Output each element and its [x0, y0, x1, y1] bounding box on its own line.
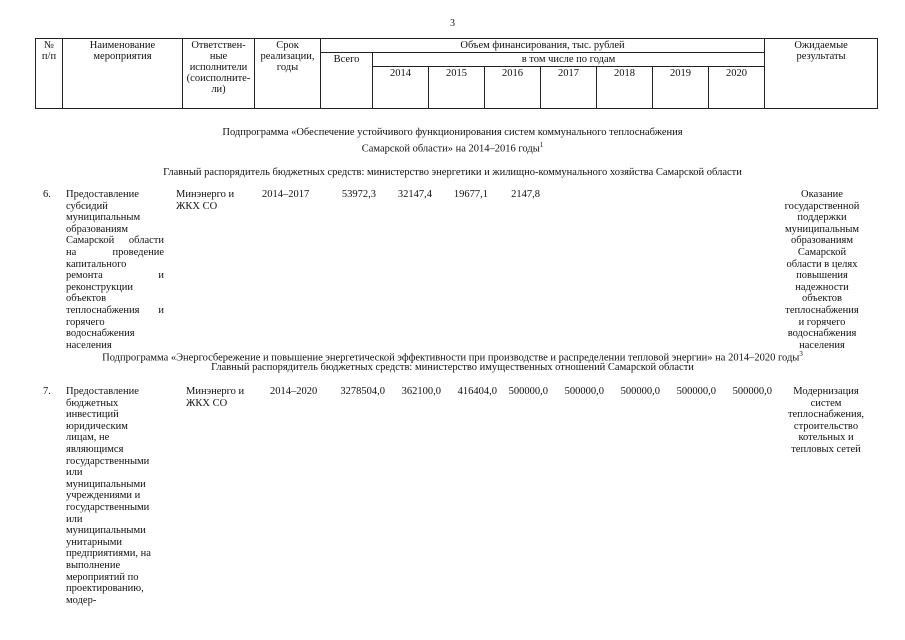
subprogram-1-title: Подпрограмма «Обеспечение устойчивого функционирования систем коммунального теплоснабжения Самарской области» на 2014–2016 годы$^1$ [222, 127, 683, 155]
row-7-2015: 416404,0 [457, 386, 497, 397]
subprogram-2-title: Подпрограмма «Энергосбережение и повышение энергетической эффективности при производстве и распределении тепловой энергии» на 2014–2020 годы$^3$ [102, 350, 803, 364]
row-7-number: 7. [43, 386, 51, 397]
row-7-responsible: Минэнерго и ЖКХ СО [186, 386, 245, 409]
row-6-result: Оказание государственной поддержки муниципальным образованиям Самарской области в целях повышения надежности объектов теплоснабжения и горячего водоснабжения населения [784, 189, 860, 351]
col-year-2020: 2020 [709, 67, 765, 109]
row-6-name: Предоставление субсидий муниципальным образованиям Самарской области на проведение капитального ремонта и реконструкции объектов теплоснабжения и горячего водоснабжения населения [66, 189, 164, 351]
col-results-header: Ожидаемые результаты [765, 39, 878, 109]
col-year-2015: 2015 [429, 67, 485, 109]
row-7-name: Предоставление бюджетных инвестиций юридическим лицам, не являющимся государственными или муниципальными учреждениями и государственными или муниципальными унитарными предприятиями, на выполнение мероприятий по проектированию, модер- [66, 386, 151, 606]
row-6-responsible: Минэнерго и ЖКХ СО [176, 189, 235, 212]
col-name-header: Наименование мероприятия [63, 39, 183, 109]
row-7-term: 2014–2020 [270, 386, 318, 397]
row-7-result: Модернизация систем теплоснабжения, строительство котельных и тепловых сетей [787, 386, 865, 455]
row-6-total: 53972,3 [341, 189, 376, 200]
col-term-header: Срок реализации, годы [255, 39, 321, 109]
page-number: 3 [450, 18, 455, 29]
row-7-2014: 362100,0 [401, 386, 441, 397]
row-6-2016: 2147,8 [511, 189, 540, 200]
subprogram-2-distributor: Главный распорядитель бюджетных средств: министерство имущественных отношений Самарской области [211, 362, 694, 373]
col-year-2016: 2016 [485, 67, 541, 109]
subprogram-1-distributor: Главный распорядитель бюджетных средств: министерство энергетики и жилищно-коммунального хозяйства Самарской области [163, 167, 742, 178]
row-7-total: 3278504,0 [340, 386, 385, 397]
col-num-header: № п/п [36, 39, 63, 109]
col-year-2017: 2017 [541, 67, 597, 109]
col-year-2014: 2014 [373, 67, 429, 109]
col-responsible-header: Ответствен- ные исполнители (соисполните- ли) [183, 39, 255, 109]
col-year-2018: 2018 [597, 67, 653, 109]
row-6-term: 2014–2017 [262, 189, 310, 200]
row-6-number: 6. [43, 189, 51, 200]
table-header [35, 38, 878, 109]
row-6-2015: 19677,1 [453, 189, 488, 200]
col-year-2019: 2019 [653, 67, 709, 109]
col-total-header: Всего [321, 53, 373, 109]
col-by-years-header: в том числе по годам [373, 53, 765, 67]
row-7-2020: 500000,0 [732, 386, 772, 397]
row-7-2018: 500000,0 [620, 386, 660, 397]
row-7-2017: 500000,0 [564, 386, 604, 397]
row-6-2014: 32147,4 [397, 189, 432, 200]
col-funding-header: Объем финансирования, тыс. рублей [321, 39, 765, 53]
row-7-2016: 500000,0 [508, 386, 548, 397]
row-7-2019: 500000,0 [676, 386, 716, 397]
